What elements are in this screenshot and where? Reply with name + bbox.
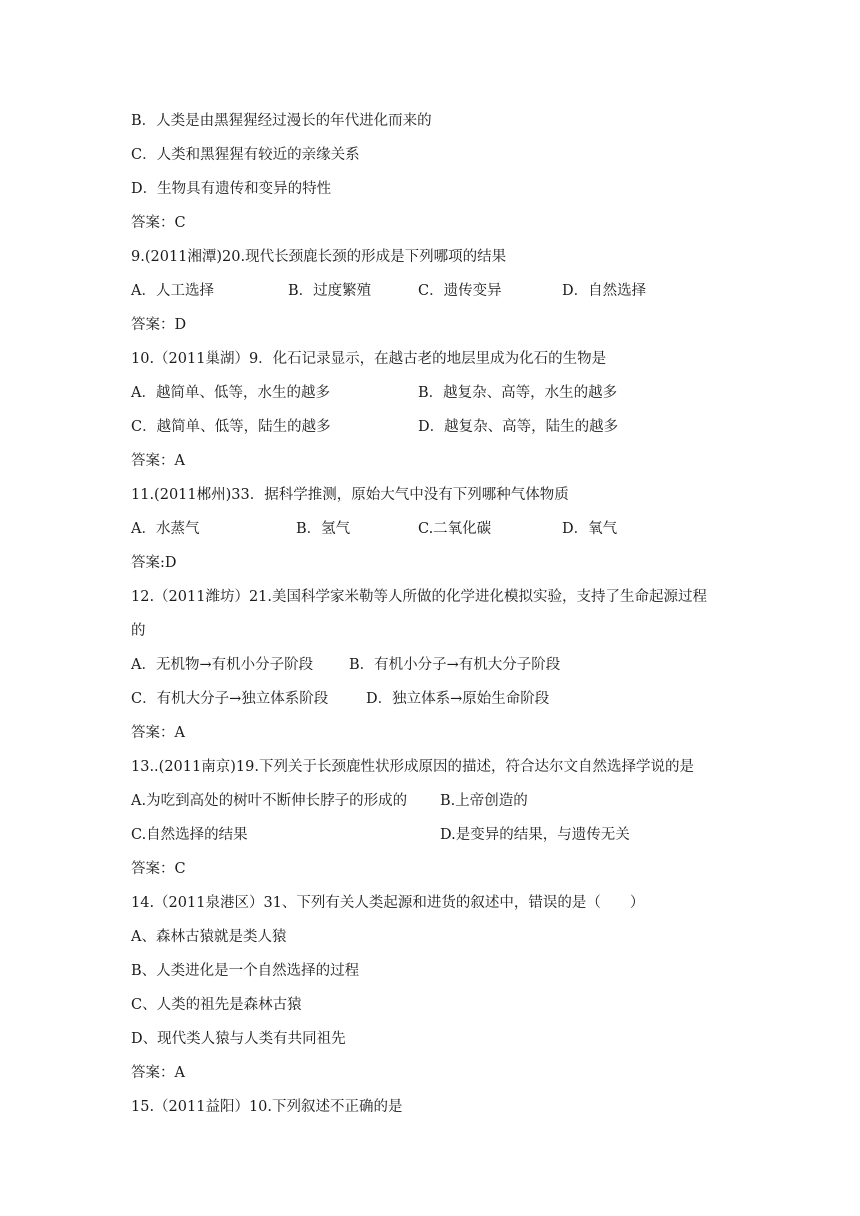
q12-answer: 答案：A — [131, 725, 185, 741]
q13-option-b: B.上帝创造的 — [440, 793, 528, 809]
q10-answer: 答案：A — [131, 453, 185, 469]
q12-option-a: A．无机物→有机小分子阶段 — [131, 657, 314, 673]
question-10: 10.（2011巢湖）9．化石记录显示，在越古老的地层里成为化石的生物是 — [131, 351, 607, 367]
q13-option-a: A.为吃到高处的树叶不断伸长脖子的形成的 — [131, 793, 408, 809]
q9-option-a: A．人工选择 — [131, 283, 214, 299]
option-b-line: B．人类是由黑猩猩经过漫长的年代进化而来的 — [131, 113, 432, 129]
q14-option-a: A、森林古猿就是类人猿 — [131, 929, 287, 945]
question-15: 15.（2011益阳）10.下列叙述不正确的是 — [131, 1099, 403, 1115]
question-11: 11.(2011郴州)33．据科学推测，原始大气中没有下列哪种气体物质 — [131, 487, 569, 503]
q13-answer: 答案：C — [131, 861, 186, 877]
q12-option-b: B．有机小分子→有机大分子阶段 — [349, 657, 561, 673]
q9-option-d: D．自然选择 — [562, 283, 647, 299]
option-d-line: D．生物具有遗传和变异的特性 — [131, 181, 332, 197]
q11-option-b: B．氢气 — [296, 521, 351, 537]
q14-answer: 答案：A — [131, 1065, 185, 1081]
question-13: 13..(2011南京)19.下列关于长颈鹿性状形成原因的描述，符合达尔文自然选择学说的是 — [131, 759, 694, 775]
answer-line: 答案：C — [131, 215, 186, 231]
q13-option-c: C.自然选择的结果 — [131, 827, 248, 843]
question-12-continuation: 的 — [131, 623, 146, 639]
q14-option-d: D、现代类人猿与人类有共同祖先 — [131, 1031, 346, 1047]
option-c-line: C．人类和黑猩猩有较近的亲缘关系 — [131, 147, 360, 163]
q11-option-c: C.二氧化碳 — [418, 521, 492, 537]
question-9: 9.(2011湘潭)20.现代长颈鹿长颈的形成是下列哪项的结果 — [131, 249, 507, 265]
q11-answer: 答案:D — [131, 555, 177, 571]
q14-option-c: C、人类的祖先是森林古猿 — [131, 997, 302, 1013]
question-14: 14.（2011泉港区）31、下列有关人类起源和进货的叙述中，错误的是（ ） — [131, 895, 645, 911]
q12-option-c: C．有机大分子→独立体系阶段 — [131, 691, 329, 707]
q12-option-d: D．独立体系→原始生命阶段 — [366, 691, 550, 707]
q10-option-c: C．越简单、低等，陆生的越多 — [131, 419, 331, 435]
q10-option-d: D．越复杂、高等，陆生的越多 — [418, 419, 619, 435]
q9-option-c: C．遗传变异 — [418, 283, 502, 299]
q9-option-b: B．过度繁殖 — [288, 283, 372, 299]
q11-option-d: D．氧气 — [562, 521, 618, 537]
q13-option-d: D.是变异的结果，与遗传无关 — [440, 827, 630, 843]
q9-answer: 答案：D — [131, 317, 187, 333]
question-12: 12.（2011潍坊）21.美国科学家米勒等人所做的化学进化模拟实验，支持了生命起源过程 — [131, 589, 708, 605]
q10-option-b: B．越复杂、高等，水生的越多 — [418, 385, 618, 401]
q11-option-a: A．水蒸气 — [131, 521, 200, 537]
q10-option-a: A．越简单、低等，水生的越多 — [131, 385, 330, 401]
q14-option-b: B、人类进化是一个自然选择的过程 — [131, 963, 360, 979]
